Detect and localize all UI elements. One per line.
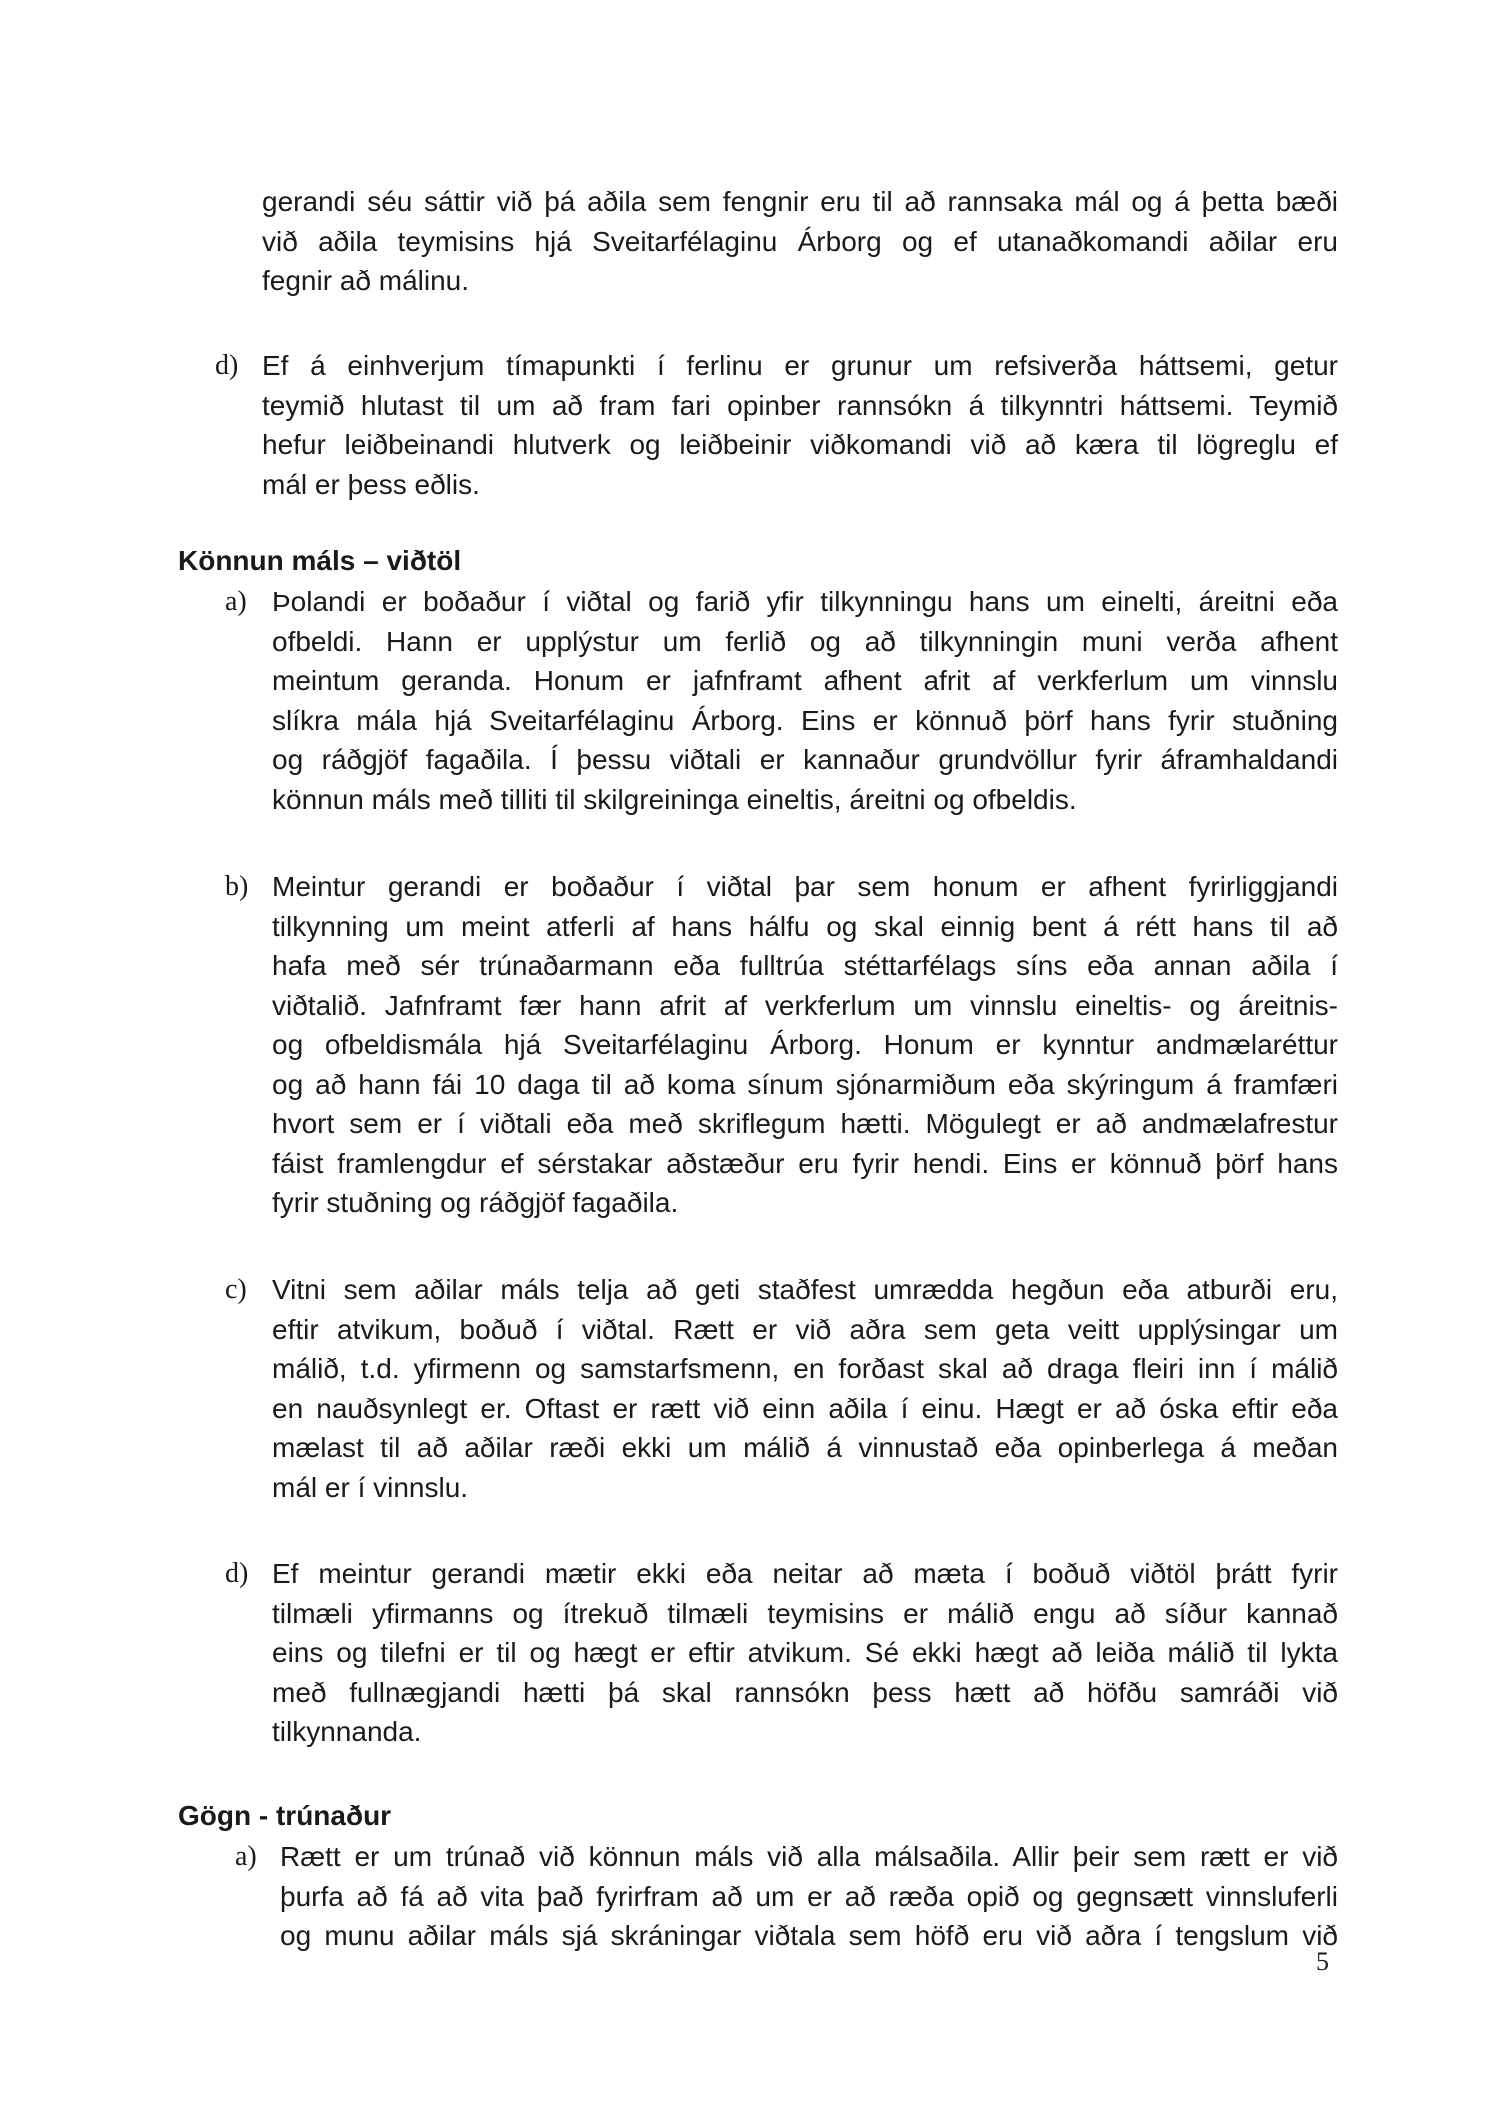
- list-item-gogn-a: [280, 1837, 1338, 1956]
- paragraph-line: hafa með sér trúnaðarmann eða fulltrúa stéttarfélags síns eða annan aðila í: [272, 950, 1338, 981]
- paragraph-line: könnun máls með tilliti til skilgreininga eineltis, áreitni og ofbeldis.: [272, 783, 1077, 815]
- list-marker: d): [225, 1558, 249, 1589]
- paragraph-line: Ef meintur gerandi mætir ekki eða neitar að mæta í boðuð viðtöl þrátt fyrir: [272, 1558, 1338, 1589]
- paragraph-line: og ofbeldismála hjá Sveitarfélaginu Árborg. Honum er kynntur andmælaréttur: [272, 1029, 1338, 1060]
- paragraph-line: mælast til að aðilar ræði ekki um málið á vinnustað eða opinberlega á meðan: [272, 1432, 1338, 1463]
- paragraph-line: mál er þess eðlis.: [262, 468, 480, 500]
- paragraph-line: Vitni sem aðilar máls telja að geti staðfest umrædda hegðun eða atburði eru,: [272, 1274, 1338, 1305]
- paragraph-line: og munu aðilar máls sjá skráningar viðtala sem höfð eru við aðra í tengslum við: [280, 1920, 1338, 1951]
- page-number: 5: [1316, 1947, 1329, 1976]
- paragraph-line: og að hann fái 10 daga til að koma sínum sjónarmiðum eða skýringum á framfæri: [272, 1068, 1338, 1100]
- list-item-d-top: [262, 346, 1338, 504]
- list-marker: d): [215, 350, 239, 381]
- paragraph-line: fáist framlengdur ef sérstakar aðstæður eru fyrir hendi. Eins er könnuð þörf hans: [272, 1147, 1338, 1179]
- list-item-d: [272, 1554, 1338, 1752]
- paragraph-line: fyrir stuðning og ráðgjöf fagaðila.: [272, 1187, 679, 1218]
- list-marker: a): [235, 1841, 257, 1872]
- paragraph-line: málið, t.d. yfirmenn og samstarfsmenn, en forðast skal að draga fleiri inn í málið: [272, 1353, 1338, 1384]
- paragraph-line: þurfa að fá að vita það fyrirfram að um er að ræða opið og gegnsætt vinnsluferli: [280, 1880, 1338, 1912]
- paragraph-line: slíkra mála hjá Sveitarfélaginu Árborg. Eins er könnuð þörf hans fyrir stuðning: [272, 704, 1338, 736]
- paragraph-line: ofbeldi. Hann er upplýstur um ferlið og að tilkynningin muni verða afhent: [272, 625, 1338, 657]
- paragraph-line: viðtalið. Jafnframt fær hann afrit af verkferlum um vinnslu eineltis- og áreitnis-: [272, 989, 1338, 1021]
- paragraph-line: tilkynnanda.: [272, 1716, 422, 1747]
- paragraph-line: meintum geranda. Honum er jafnframt afhent afrit af verkferlum um vinnslu: [272, 665, 1338, 696]
- paragraph-line: fegnir að málinu.: [262, 265, 470, 296]
- paragraph-line: eftir atvikum, boðuð í viðtal. Rætt er við aðra sem geta veitt upplýsingar um: [272, 1313, 1338, 1345]
- paragraph-line: tilmæli yfirmanns og ítrekuð tilmæli teymisins er málið engu að síður kannað: [272, 1597, 1338, 1629]
- paragraph-line: Þolandi er boðaður í viðtal og farið yfir tilkynningu hans um einelti, áreitni eða: [272, 586, 1338, 617]
- list-marker: b): [225, 871, 249, 902]
- paragraph-line: teymið hlutast til um að fram fari opinber rannsókn á tilkynntri háttsemi. Teymið: [262, 389, 1338, 421]
- list-item-c: [272, 1270, 1338, 1507]
- paragraph-line: eins og tilefni er til og hægt er eftir atvikum. Sé ekki hægt að leiða málið til lykta: [272, 1637, 1338, 1668]
- paragraph-line: mál er í vinnslu.: [272, 1471, 469, 1503]
- list-marker: a): [225, 586, 247, 617]
- list-item-a: [272, 582, 1338, 819]
- section-heading-konnun: Könnun máls – viðtöl: [178, 545, 462, 576]
- paragraph-line: Ef á einhverjum tímapunkti í ferlinu er grunur um refsiverða háttsemi, getur: [262, 350, 1338, 381]
- paragraph-line: Rætt er um trúnað við könnun máls við alla málsaðila. Allir þeir sem rætt er við: [280, 1841, 1338, 1872]
- paragraph-line: en nauðsynlegt er. Oftast er rætt við einn aðila í einu. Hægt er að óska eftir eða: [272, 1392, 1338, 1424]
- section-heading-gogn: Gögn - trúnaður: [178, 1800, 392, 1831]
- paragraph-line: hefur leiðbeinandi hlutverk og leiðbeinir viðkomandi við að kæra til lögreglu ef: [262, 429, 1338, 460]
- paragraph-line: tilkynning um meint atferli af hans hálfu og skal einnig bent á rétt hans til að: [272, 910, 1338, 942]
- paragraph-line: með fullnægjandi hætti þá skal rannsókn þess hætt að höfðu samráði við: [272, 1676, 1338, 1708]
- paragraph-line: hvort sem er í viðtali eða með skriflegum hætti. Mögulegt er að andmælafrestur: [272, 1108, 1338, 1139]
- paragraph-line: Meintur gerandi er boðaður í viðtal þar sem honum er afhent fyrirliggjandi: [272, 871, 1338, 902]
- paragraph-line: og ráðgjöf fagaðila. Í þessu viðtali er kannaður grundvöllur fyrir áframhaldandi: [272, 744, 1338, 775]
- list-item-b: [272, 867, 1338, 1223]
- paragraph-line: gerandi séu sáttir við þá aðila sem fengnir eru til að rannsaka mál og á þetta bæði: [262, 186, 1338, 217]
- list-marker: c): [225, 1274, 247, 1305]
- continuation-paragraph: [262, 182, 1338, 301]
- paragraph-line: við aðila teymisins hjá Sveitarfélaginu Árborg og ef utanaðkomandi aðilar eru: [262, 225, 1338, 257]
